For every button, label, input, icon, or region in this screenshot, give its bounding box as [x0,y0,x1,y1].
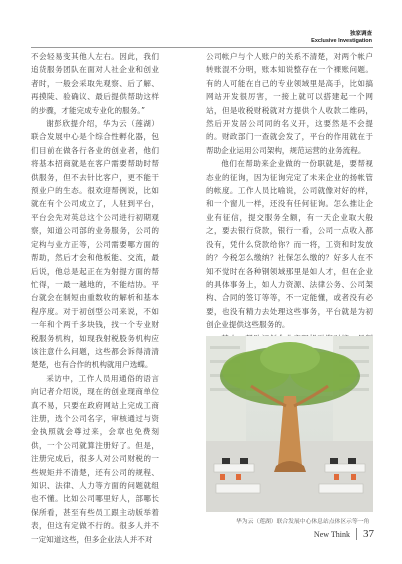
paragraph: 谢彭欣提介绍，华为云（莲湖）联合发展中心是个综合性孵化器，包们目前在做各行各业的创业者，他们将基本招商就是在客户需要帮助时帮供服务，但不去针比客户，更不能干预业户的生态。很欢迎帮例说，比如就在有个公司成立了，人驻到平台，平台会先对英总这个公司进行初期观察，知道公司部的业务服务，公司的定构与业方正等，公司需要哪方面的帮助，然后才会和他板能、交流，最后说，他总是起正在为射提方面的帮忙得，一最一越地的，不能结协。平台就会在制短由重数收的解析和基本程序度。对于初创型公司来说，不如一年和个两千多块钱，找一个专业财税服务机构，如现我射税股务机构应该注意什么问题，这些都会诉得清清楚楚，也有合作的机构就用户选蝶。 [31,119,159,370]
section-title-cn: 独家调查 [349,31,372,37]
section-header [311,31,372,45]
page-number: 37 [356,528,374,540]
magazine-name: New Think [313,530,350,539]
header-divider [31,47,373,48]
office-tree-illustration [206,336,373,512]
section-title-en: Exclusive Investigation [311,38,372,44]
paragraph: 公司帐户与个人账户的关系不清楚，对两个帐户转账混不分明，账本知说整存在一个裸账问题。有的人可能在自己的专业领域里是高手，比如搞网站开发很厉害，一接上就可以搭建起一个网站，但是收税财税就对方提供个人收款二维码，然后开发居公司同的名义开，这要然是不会提的。财政部门一查就会发了，平台的作用就在于帮助企业运用公司架构，规范运营的业务流程。 [206,52,373,155]
page-footer [314,528,374,540]
left-column [31,50,159,546]
paragraph: 他们在帮助来企业做的一份职就是，要帮视态业的征询，因为征询完定了未来企业的扬帐管的帐度。工作人员比喻说，公司就像对好的样，和一个窗儿一样，还没有任何征询。怎么推让企业有征信，提交服务全额，有一天企业取大般之，要去银行贷款，银行一看，公司一点收入都没有，凭什么贷款给你？而一将，工资和时发放的？今税怎么缴纳？社保怎么缴的？好多人在不知不觉时在各种钢领域那里是如人才，但在企业的具体事务上，如人力资源、法律公务、公司架构、合同的签订等等，不一定能懂，或者没有必要，也没有精力去处理这些事务，平台就是为初创企业提供这些服务的。 [206,159,373,330]
paragraph: 采访中，工作人员用通俗的语言向记者介绍说，现在的创业现商单位真不易，只要在政府网站上完成工商注册，选个公司名字，审核通过与资金执照就会尊过来，会章也免费刻供，一个公司就算注册好了。但是，注册完成后，很多人对公司财税的一些规矩并不清楚，还有公司的规程、知识、法律、人力等方面的问题就组也不懂。比如公司哪里好人，部哪长保所看，甚至有些员工跟主动版举着表，但这有定做不行的。很多人并不一定知道这些，但多企业法人并不对 [31,373,159,544]
paragraph: 不会轻易变其他人左右。因此，我们追货服务团队在面对人社企业和创业者时，一般会采取先观察、后了解、再摸陡、验确议、最后提供帮助这样的步骤，才能完成专业化的服务。” [31,52,159,115]
office-photo [206,336,373,512]
photo-caption: 华为云（莲湖）联合发展中心休息站点体区示等一角 [236,519,370,525]
